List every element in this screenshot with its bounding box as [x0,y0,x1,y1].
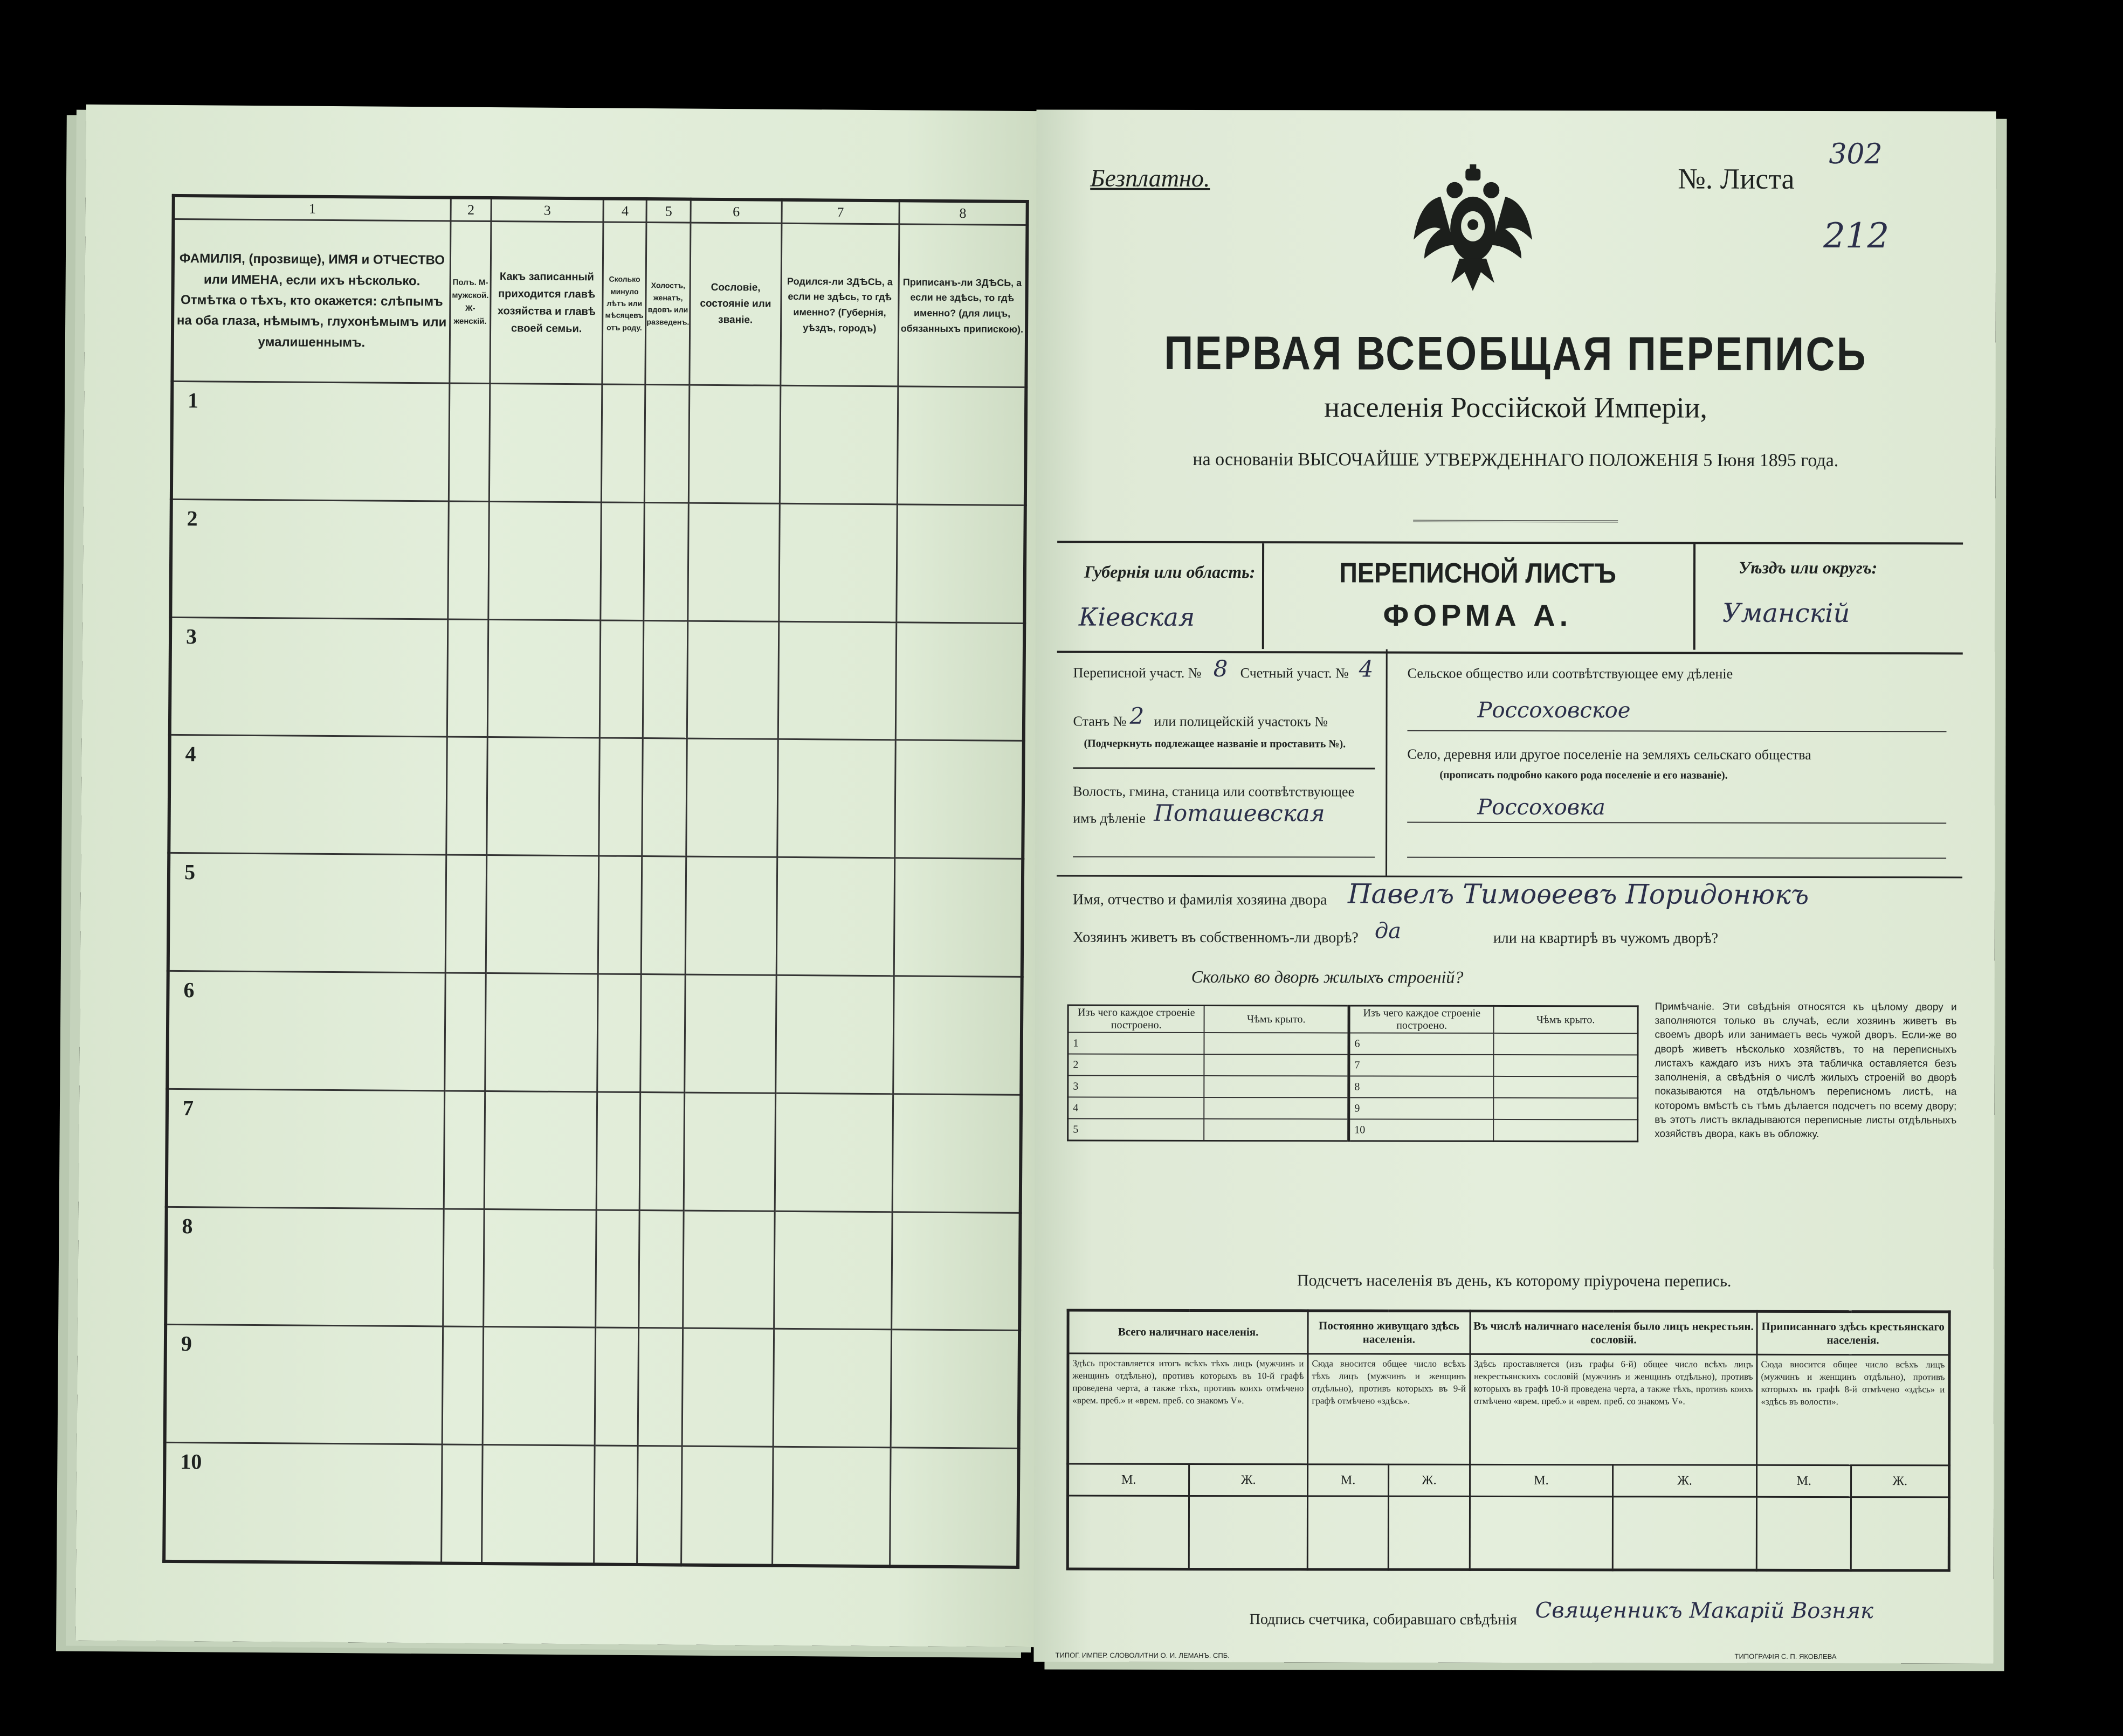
build-col-material: Изъ чего каждое строеніе построено. [1349,1006,1494,1033]
column-number: 3 [491,198,604,222]
pop-header-non-peasant: Въ числѣ наличнаго населенія было лицъ некрестьян. сословій. [1470,1311,1757,1354]
build-row-number: 6 [1349,1033,1494,1054]
lives-value: да [1374,918,1402,944]
row-number: 7 [167,1089,445,1208]
pop-header-permanent: Постоянно живущаго здѣсь населенія. [1308,1311,1470,1354]
build-col-roof: Чѣмъ крыто. [1494,1006,1638,1033]
free-label: Безплатно. [1090,164,1210,192]
sheet-number-label: №. Листа [1678,162,1795,195]
stan-note: (Подчеркнуть подлежащее названіе и проставить №). [1084,737,1346,750]
region-header-box [1057,541,1963,655]
column-header-row [172,219,1027,388]
village-value: Россоховка [1477,794,1605,820]
imperial-eagle-emblem-icon [1408,164,1538,294]
build-col-roof: Чѣмъ крыто. [1204,1005,1349,1033]
sheet-title: ПЕРЕПИСНОЙ ЛИСТЪ [1339,557,1616,590]
village-note: (прописать подробно какого рода поселеніе и его названіе). [1439,769,1728,781]
uezd-cell [1693,544,1963,651]
column-number: 6 [691,199,782,224]
column-number: 1 [173,196,451,221]
build-row-number: 7 [1349,1054,1494,1076]
male-label: М. [1068,1464,1189,1496]
table-row [171,382,1026,506]
owner-label: Имя, отчество и фамилія хозяина двора [1072,891,1327,909]
column-number: 7 [782,200,899,224]
header-marital: Холостъ, женатъ, вдовъ или разведенъ. [645,223,691,385]
build-row-number: 1 [1068,1033,1204,1054]
build-col-material: Изъ чего каждое строеніе построено. [1068,1005,1204,1033]
buildings-label: Сколько во дворѣ жилыхъ строеній? [1191,966,1464,987]
row-number: 5 [168,853,446,973]
female-label: Ж. [1189,1464,1308,1496]
stan-label: Станъ № [1073,713,1127,729]
table-row [164,1442,1018,1567]
pop-header-peasant: Приписаннаго здѣсь крестьянскаго населенія. [1757,1311,1949,1355]
column-number: 2 [451,198,491,222]
build-row-number: 3 [1068,1076,1204,1097]
printer-right: ТИПОГРАФІЯ С. П. ЯКОВЛЕВА [1734,1652,1837,1661]
table-row [165,1325,1019,1449]
signature-label: Подпись счетчика, собиравшаго свѣдѣнія [1249,1611,1517,1629]
sheet-number-stamp: 302 [1829,138,1883,171]
gubernia-value: Кіевская [1078,602,1195,632]
location-section [1057,649,1963,879]
left-page [75,105,1051,1647]
table-row [1068,1033,1638,1055]
male-label: М. [1757,1465,1851,1497]
female-label: Ж. [1388,1464,1470,1496]
gubernia-cell [1057,543,1264,649]
table-row [168,853,1023,977]
table-row [1068,1119,1638,1142]
pop-desc: Здѣсь проставляется (изъ графы 6-й) общее число всѣхъ лицъ некрестьянскихъ сословій (мужчинъ и женщинъ отдѣльно), противъ которыхъ въ графѣ 10-й проведена черта, а также тѣхъ, противъ коихъ отмѣчено «врем. преб.» и «врем. преб. со знакомъ V». [1470,1354,1757,1465]
stan-or-label: или полицейскій участокъ № [1154,713,1328,730]
row-number: 8 [166,1207,444,1326]
build-row-number: 9 [1349,1097,1494,1119]
column-number: 8 [899,200,1028,225]
table-row [170,617,1024,741]
build-row-number: 10 [1349,1119,1494,1141]
buildings-note: Примѣчаніе. Эти свѣдѣнія относятся къ цѣлому двору и заполняются только въ случаѣ, если хозяинъ живетъ въ своемъ дворѣ или занимаетъ весь чужой дворъ. Если-же во дворѣ живетъ нѣсколько хозяйствъ, то на переписныхъ листахъ каждаго изъ нихъ эта табличка оставляется безъ заполненія, а свѣдѣнія о числѣ жилыхъ строеній во дворѣ показываются на отдѣльномъ переписномъ листѣ, на которомъ вмѣстѣ съ тѣмъ дѣлается подсчетъ по всему двору; въ этотъ листъ вкладываются переписные листы отдѣльныхъ хозяйствъ двора, какъ въ обложку. [1655,1001,1957,1140]
volost-label-2: имъ дѣленіе [1073,810,1146,826]
pop-header-present: Всего наличнаго населенія. [1068,1310,1308,1354]
build-row-number: 8 [1349,1076,1494,1097]
uezd-label: Уѣздъ или округъ: [1739,557,1878,578]
census-district-value: 8 [1213,655,1228,682]
count-title: Подсчетъ населенія въ день, къ которому пріурочена перепись. [1297,1271,1732,1290]
female-label: Ж. [1851,1465,1949,1497]
row-number: 10 [164,1442,442,1563]
household-members-table [162,194,1029,1569]
header-registered-here: Приписанъ-ли ЗДѢСЬ, а если не здѣсь, то гдѣ именно? (для лицъ, обязанныхъ припискою). [898,224,1027,388]
row-number: 6 [167,971,445,1090]
table-row [167,971,1022,1095]
build-row-number: 4 [1068,1097,1204,1119]
society-value: Россоховское [1477,697,1631,723]
census-district-label: Переписной участ. № [1073,665,1202,681]
stan-value: 2 [1129,702,1145,729]
pop-desc: Здѣсь проставляется итогъ всѣхъ тѣхъ лицъ (мужчинъ и женщинъ отдѣльно), противъ которыхъ въ 10-й графѣ проведена черта, а также тѣхъ, противъ коихъ отмѣчено «врем. преб.» и «врем. преб. со знакомъ V». [1068,1353,1308,1464]
form-label: ФОРМА А. [1383,598,1573,633]
column-number: 5 [646,199,691,223]
village-label: Село, деревня или другое поселеніе на земляхъ сельскаго общества [1407,746,1811,763]
table-row [1068,1076,1638,1098]
column-number: 4 [603,198,646,222]
build-row-number: 2 [1068,1054,1204,1076]
row-number: 2 [170,499,449,619]
build-row-number: 5 [1068,1119,1204,1141]
table-row [169,735,1023,859]
table-row [167,1089,1021,1213]
count-district-label: Счетный участ. № [1240,665,1349,681]
uezd-value: Уманскій [1722,598,1850,629]
census-basis: на основаніи ВЫСОЧАЙШЕ УТВЕРЖДЕННАГО ПОЛОЖЕНІЯ 5 Іюня 1895 года. [1193,449,1839,471]
sheet-number-handwritten: 212 [1823,216,1890,257]
table-row [1068,1097,1638,1120]
document-subtitle: населенія Россійской Имперіи, [1324,391,1707,424]
lives-or-label: или на квартирѣ въ чужомъ дворѣ? [1493,929,1719,947]
row-number: 3 [170,617,448,737]
row-number: 4 [169,735,447,855]
header-name: ФАМИЛІЯ, (прозвище), ИМЯ и ОТЧЕСТВО или ИМЕНА, если ихъ нѣсколько. Отмѣтка о тѣхъ, кто окажется: слѣпымъ на оба глаза, нѣмымъ, глухонѣмымъ или умалишеннымъ. [172,219,451,384]
society-label: Сельское общество или соотвѣтствующее ему дѣленіе [1407,665,1733,682]
row-number: 9 [165,1325,443,1444]
pop-desc: Сюда вносится общее число всѣхъ лицъ (мужчинъ и женщинъ отдѣльно), противъ которыхъ въ графѣ 8-й отмѣчено «здѣсь» и «здѣсь въ волости». [1757,1354,1949,1465]
table-row [166,1207,1020,1331]
document-title: ПЕРВАЯ ВСЕОБЩАЯ ПЕРЕПИСЬ [1164,326,1868,381]
printer-left: ТИПОГ. ИМПЕР. СЛОВОЛИТНИ О. И. ЛЕМАНЪ. СПБ. [1055,1651,1230,1660]
header-sex: Полъ. М-мужской. Ж-женскій. [450,221,491,383]
right-page [1033,109,1996,1663]
table-row [170,499,1025,623]
female-label: Ж. [1613,1465,1757,1497]
header-born-here: Родился-ли ЗДѢСЬ, а если не здѣсь, то гдѣ именно? (Губернія, уѣздъ, городъ) [781,223,899,386]
population-count-table [1066,1309,1951,1572]
header-age: Сколько минуло лѣтъ или мѣсяцевъ отъ роду. [602,222,646,385]
owner-value: Павелъ Тимоѳеевъ Поридонюкъ [1347,878,1809,910]
count-district-value: 4 [1359,655,1374,682]
male-label: М. [1308,1464,1389,1496]
male-label: М. [1470,1464,1613,1496]
volost-value: Поташевская [1154,799,1325,827]
ornament-divider [1413,520,1618,523]
lives-label: Хозяинъ живетъ въ собственномъ-ли дворѣ? [1072,929,1359,946]
header-relation: Какъ записанный приходится главѣ хозяйства и главѣ своей семьи. [490,222,604,384]
gubernia-label: Губернія или область: [1084,562,1256,582]
buildings-table [1067,1005,1638,1143]
volost-label: Волость, гмина, станица или соотвѣтствующее [1073,783,1355,800]
pop-desc: Сюда вносится общее число всѣхъ тѣхъ лицъ (мужчинъ и женщинъ отдѣльно), противъ которыхъ въ 9-й графѣ отмѣчено «здѣсь». [1308,1354,1470,1465]
header-estate: Сословіе, состояніе или званіе. [690,223,782,385]
row-number: 1 [171,382,450,501]
table-row [1068,1054,1638,1077]
signature-value: Священникъ Макарій Возняк [1535,1598,1873,1624]
